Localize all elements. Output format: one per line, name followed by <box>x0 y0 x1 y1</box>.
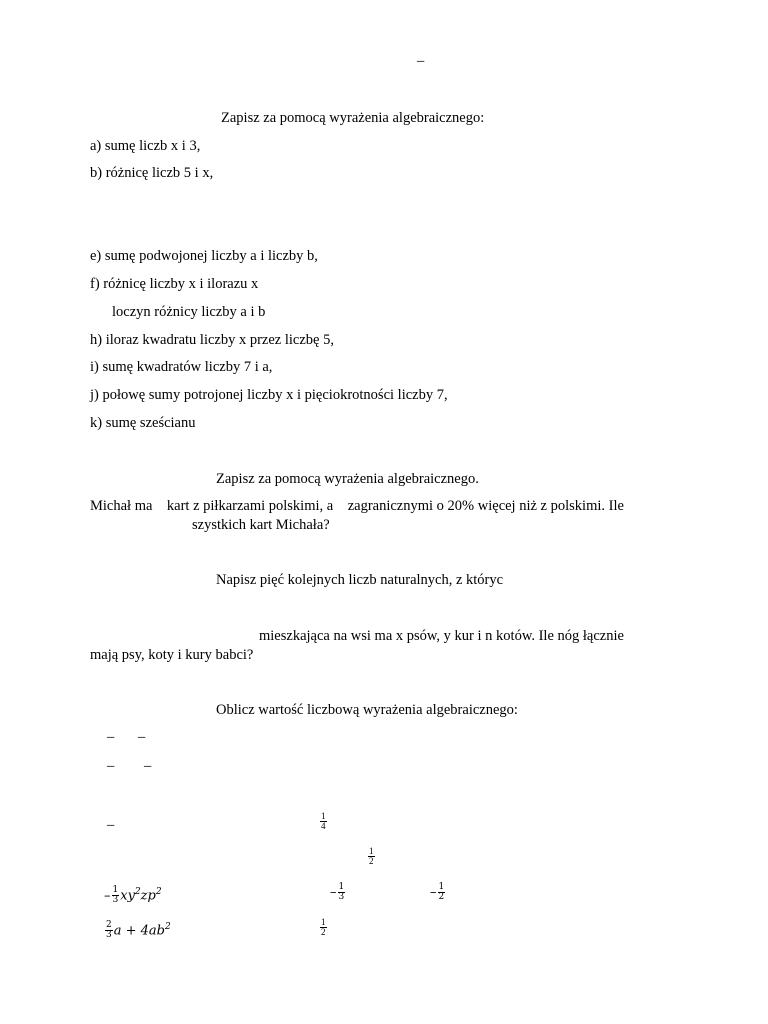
task1-item-f: f) różnicę liczby x i ilorazu x <box>90 276 259 292</box>
task5-title: Oblicz wartość liczbową wyrażenia algebraicznego: <box>216 702 518 718</box>
task2-line2: szystkich kart Michała? <box>192 517 330 533</box>
task1-item-e: e) sumę podwojonej liczby a i liczby b, <box>90 248 318 264</box>
task3-title: Napisz pięć kolejnych liczb naturalnych, z któryc <box>216 572 504 588</box>
task1-item-g: loczyn różnicy liczby a i b <box>112 304 266 320</box>
dash-row3: – <box>107 817 115 833</box>
task1-item-j: j) połowę sumy potrojonej liczby x i pięciokrotności liczby 7, <box>90 387 448 403</box>
task2-line1: Michał ma kart z piłkarzami polskimi, a zagranicznymi o 20% więcej niż z polskimi. Ile <box>90 498 624 514</box>
fraction-one-half-a: $\frac{1}{2}$ <box>369 846 374 867</box>
dash-row1-b: – <box>138 729 146 745</box>
fraction-one-half-b: $\frac{1}{2}$ <box>321 917 326 938</box>
task1-item-a: a) sumę liczb x i 3, <box>90 138 201 154</box>
header-dash: – <box>417 53 425 69</box>
dash-row1-a: – <box>107 729 115 745</box>
fraction-one-quarter: $\frac{1}{4}$ <box>321 811 326 832</box>
expression-2: $\frac{2}{3}$ $a + 4ab^2$ <box>106 920 171 941</box>
task1-title: Zapisz za pomocą wyrażenia algebraicznego: <box>221 110 485 126</box>
task4-line2: mają psy, koty i kury babci? <box>90 647 254 663</box>
task2-title: Zapisz za pomocą wyrażenia algebraicznego. <box>216 471 479 487</box>
expression-1: – $\frac{1}{3}$ $xy^2zp^2$ <box>104 885 162 906</box>
task1-item-h: h) iloraz kwadratu liczby x przez liczbę 5, <box>90 332 334 348</box>
dash-row2-b: – <box>144 758 152 774</box>
task1-item-k: k) sumę sześcianu <box>90 415 196 431</box>
task4-line1: mieszkająca na wsi ma x psów, y kur i n kotów. Ile nóg łącznie <box>259 628 624 644</box>
value-minus-one-third: – $\frac{1}{3}$ <box>330 882 345 902</box>
dash-row2-a: – <box>107 758 115 774</box>
task1-item-i: i) sumę kwadratów liczby 7 i a, <box>90 359 273 375</box>
value-minus-one-half: – $\frac{1}{2}$ <box>430 882 445 902</box>
task1-item-b: b) różnicę liczb 5 i x, <box>90 165 214 181</box>
